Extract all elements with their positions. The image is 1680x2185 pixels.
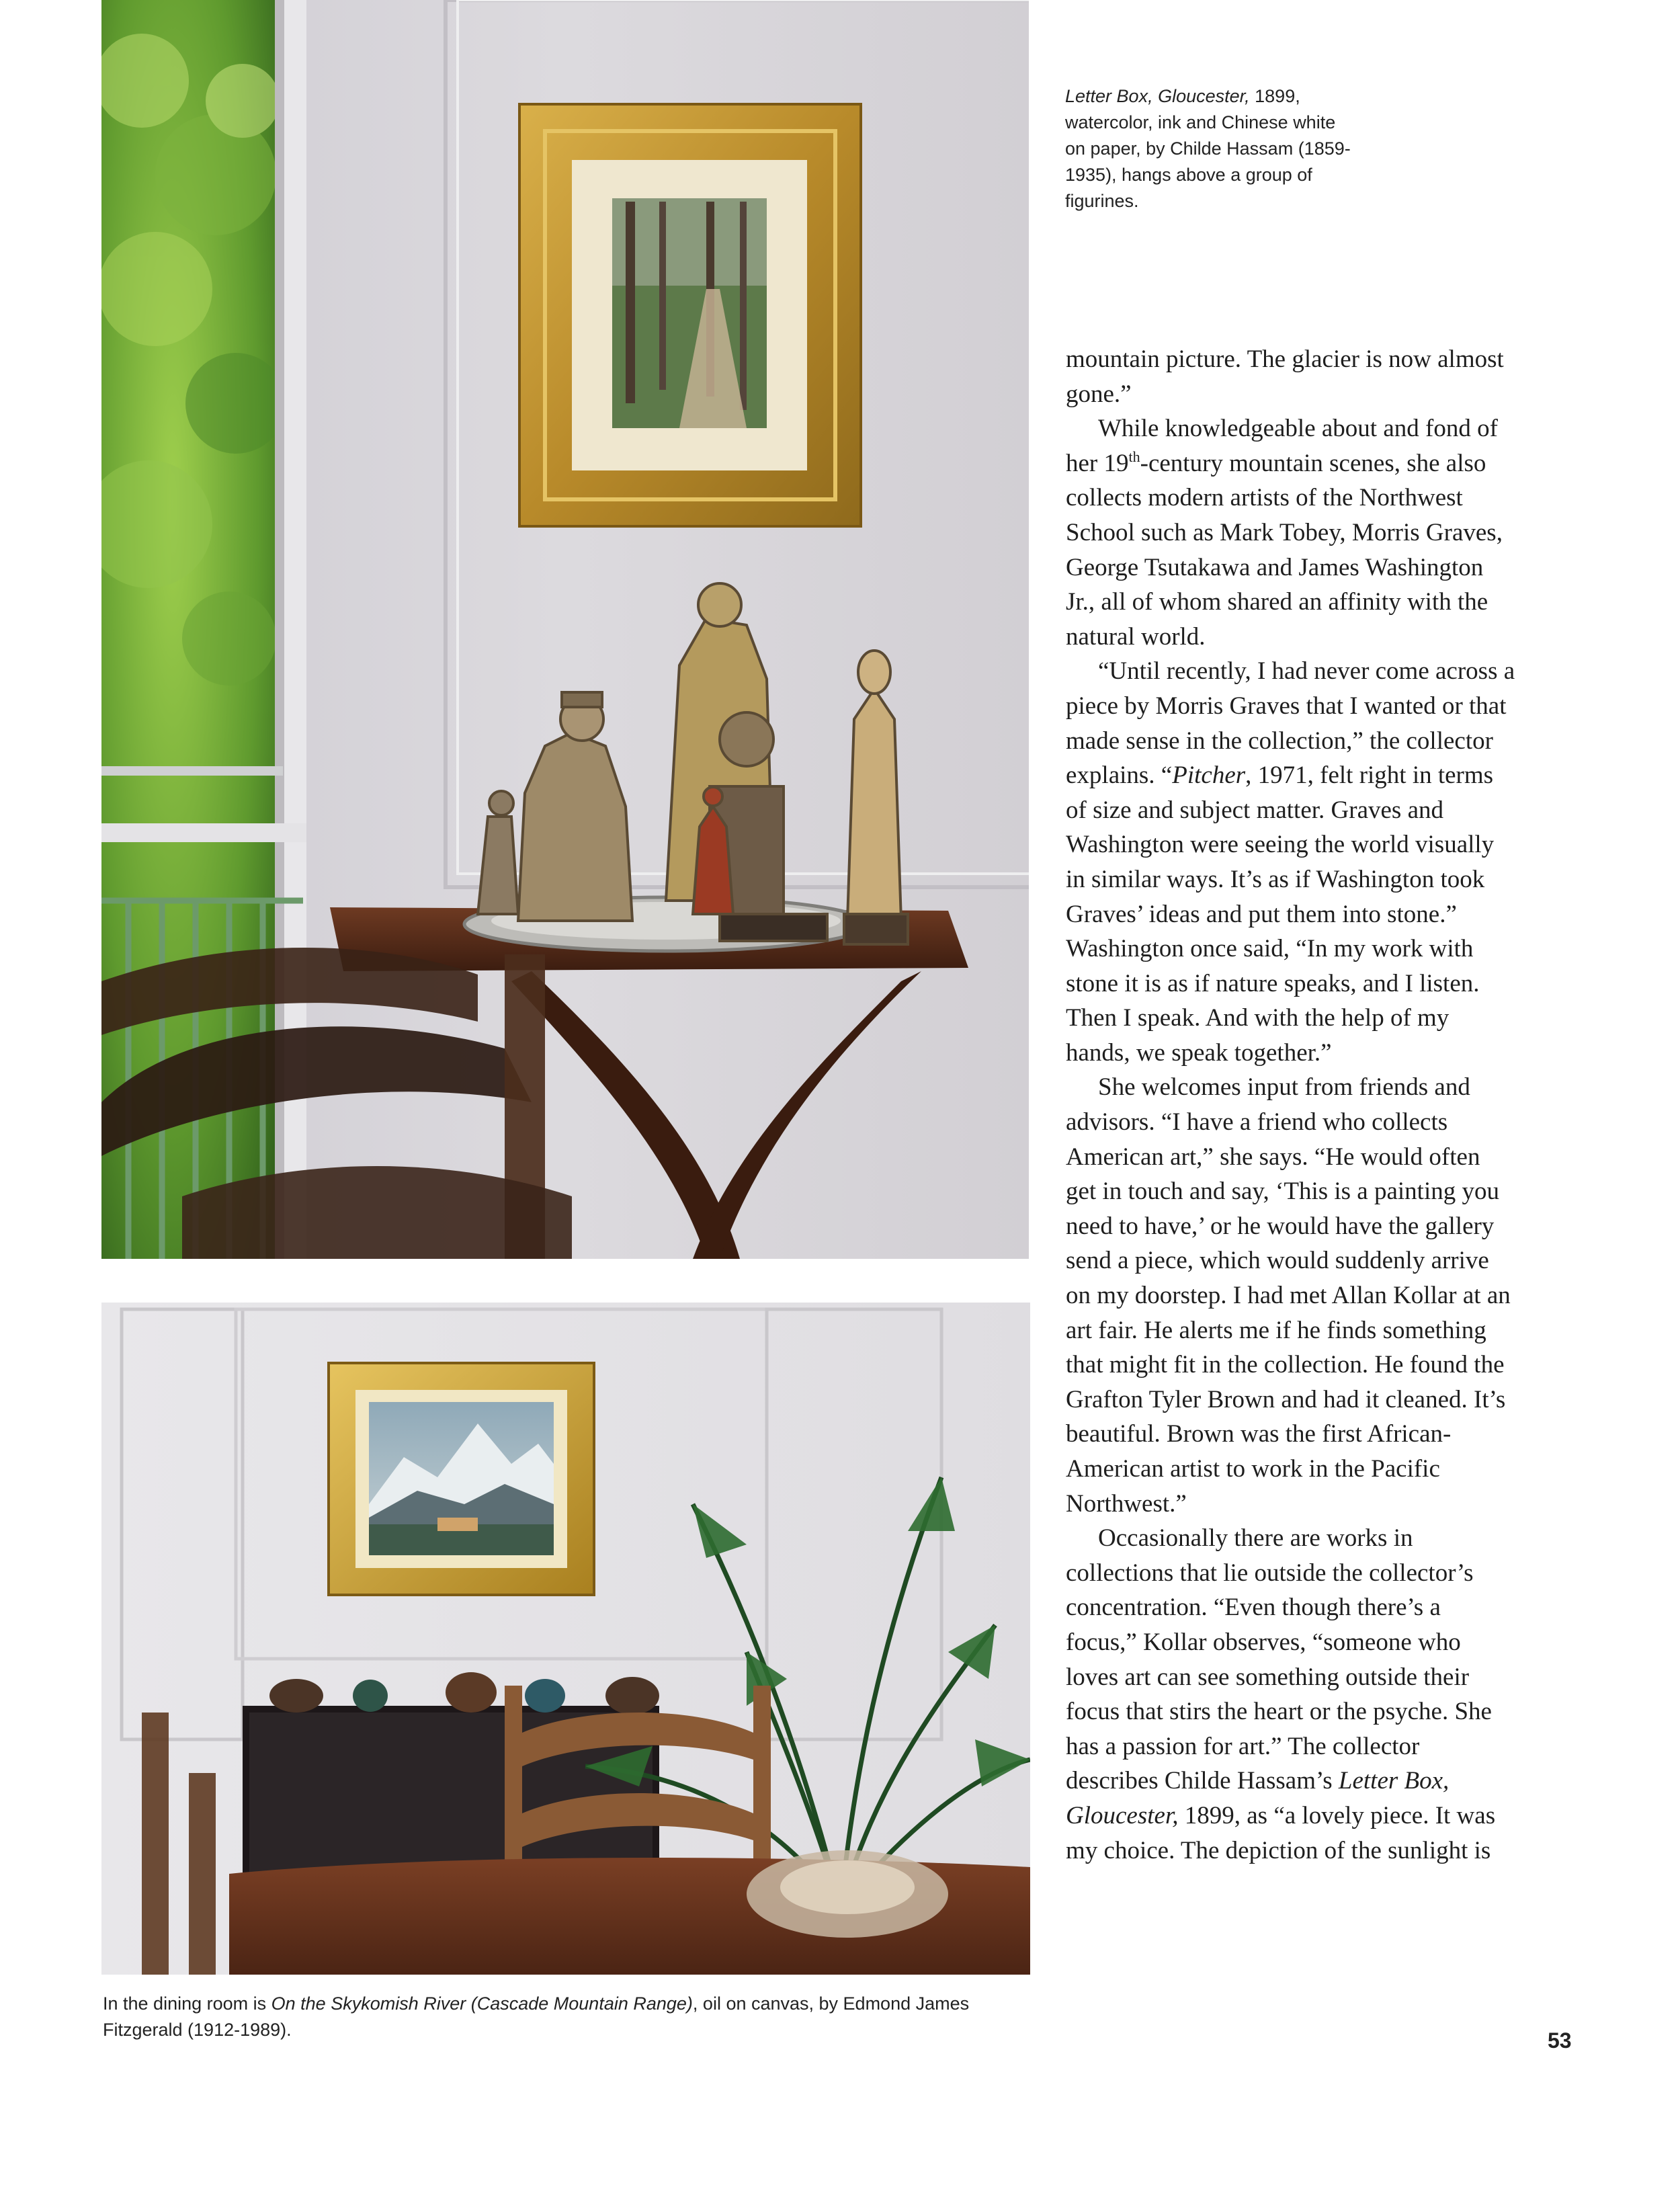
caption-bottom-prefix: In the dining room is xyxy=(103,1993,271,2014)
p2-text-b: -century mountain scenes, she also collects modern artists of the Northwest School such as Mark Tobey, Morris Graves, George Tsutakawa and James Washington Jr., all of whom shared an affinity with the natural world. xyxy=(1066,449,1503,651)
p3-text-b: , 1971, felt right in terms of size and subject matter. Graves and Washington were seeing the world visually in similar ways. It’s as if Washington took Graves’ ideas and put them into stone.” Washington once said, “In my work with stone it is as if nature speaks, and I listen. Then I speak. And with the help of my hands, we speak together.” xyxy=(1066,761,1495,1067)
caption-bottom-artwork-title: On the Skykomish River (Cascade Mountain Range) xyxy=(271,1993,693,2014)
caption-bottom-text: , oil on canvas, by Edmond James Fitzgerald (1912-1989). xyxy=(103,1993,970,2040)
article-paragraph-2 xyxy=(1066,411,1516,654)
caption-letter-box xyxy=(1065,83,1354,214)
photo-dining-room-illustration xyxy=(101,1303,1030,1975)
article-paragraph-3 xyxy=(1066,654,1516,1070)
article-paragraph-1: mountain picture. The glacier is now almost gone.” xyxy=(1066,345,1504,408)
caption-top-text: 1899, watercolor, ink and Chinese white on paper, by Childe Hassam (1859-1935), hangs above a group of figurines. xyxy=(1065,86,1351,211)
article-paragraph-5 xyxy=(1066,1521,1516,1868)
p5-artwork-title: Letter Box, Gloucester, xyxy=(1066,1767,1450,1829)
caption-top-artwork-title: Letter Box, Gloucester, xyxy=(1065,86,1250,106)
photo-figurines-and-watercolor xyxy=(101,0,1029,1259)
p3-artwork-title: Pitcher xyxy=(1172,761,1246,790)
p2-superscript: th xyxy=(1128,448,1140,465)
p3-text-a: “Until recently, I had never come across a piece by Morris Graves that I wanted or that made sense in the collection,” the collector explains. “ xyxy=(1066,657,1515,790)
p2-text-a: While knowledgeable about and fond of her 19 xyxy=(1066,415,1498,477)
p5-text-b: 1899, as “a lovely piece. It was my choice. The depiction of the sunlight is xyxy=(1066,1801,1496,1864)
p5-text-a: Occasionally there are works in collections that lie outside the collector’s concentration. “Even though there’s a focus,” Kollar observes, “someone who loves art can see something outside their focus that stirs the heart or the psyche. She has a passion for art.” The collector describes Childe Hassam’s xyxy=(1066,1524,1492,1795)
caption-dining-room xyxy=(103,1991,997,2043)
photo-figurines-illustration xyxy=(101,0,1029,1259)
page-number: 53 xyxy=(1548,2028,1572,2053)
article-paragraph-4: She welcomes input from friends and advisors. “I have a friend who collects American art,” she says. “He would often get in touch and say, ‘This is a painting you need to have,’ or he would have the gallery send a piece, which would suddenly arrive on my doorstep. I had met Allan Kollar at an art fair. He alerts me if he finds something that might fit in the collection. He found the Grafton Tyler Brown and had it cleaned. It’s beautiful. Brown was the first African-American artist to work in the Pacific Northwest.” xyxy=(1066,1073,1511,1518)
photo-dining-room xyxy=(101,1303,1030,1975)
article-body xyxy=(1066,342,1516,1868)
